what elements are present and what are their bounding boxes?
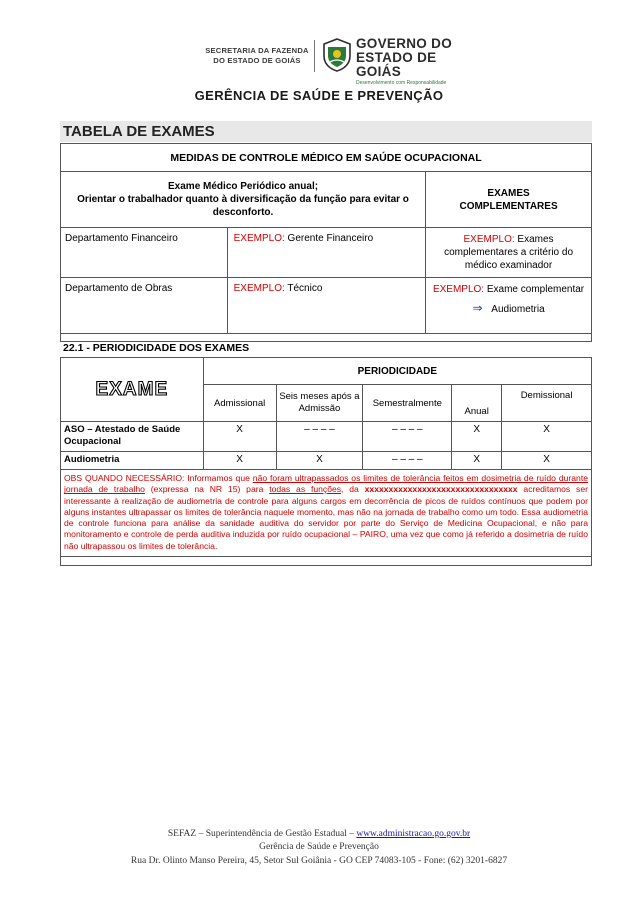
value-cell: X [276,452,363,470]
department-cell: Departamento de Obras [61,278,228,334]
complementary-exams-header: EXAMES COMPLEMENTARES [426,172,592,228]
gov-logo-line1: GOVERNO DO [356,36,453,51]
section-title: 22.1 - PERIODICIDADE DOS EXAMES [63,342,250,354]
value-cell: X [502,452,592,470]
footer-line1 [0,829,638,839]
table-row [61,422,592,452]
bullet-item [430,302,587,316]
page-heading: GERÊNCIA DE SAÚDE E PREVENÇÃO [194,88,444,103]
sefaz-logo-line1: SECRETARIA DA FAZENDA [205,46,309,55]
periodic-exam-cell [61,172,426,228]
governo-goias-logo [356,37,476,86]
exam-measures-table [60,143,592,342]
sefaz-logo [204,46,310,66]
periodicity-header: PERIODICIDADE [203,358,591,385]
value-cell: X [452,452,502,470]
sefaz-logo-line2: DO ESTADO DE GOIÁS [213,56,301,65]
col-semestral: Semestralmente [363,385,452,422]
department-cell: Departamento Financeiro [61,228,228,278]
col-anual: Anual [452,385,502,422]
col-six-months: Seis meses após a Admissão [276,385,363,422]
table-row [61,452,592,470]
value-cell: – – – – [363,422,452,452]
periodic-exam-line2: Orientar o trabalhador quanto à diversificação da função para evitar o desconforto. [77,194,409,218]
comp-prefix: EXEMPLO: [463,234,515,245]
footer-address: Rua Dr. Olinto Manso Pereira, 45, Setor Sul Goiânia - GO CEP 74083-105 - Fone: (62) 3201-6827 [130,856,508,866]
obs-text-2: (expressa na NR 15) para [144,484,270,495]
exam-label-cell [61,358,204,422]
measures-header: MEDIDAS DE CONTROLE MÉDICO EM SAÚDE OCUPACIONAL [61,144,592,172]
exam-name: ASO – Atestado de Saúde Ocupacional [61,422,204,452]
periodicity-table [60,357,592,566]
comp-value: Exame complementar [484,284,585,295]
complementary-cell [426,228,592,278]
comp-value: Exames complementares a critério do médico examinador [444,234,574,271]
example-value: Técnico [284,283,323,294]
obs-text-3: , da [341,484,365,495]
table-row [61,278,592,334]
value-cell: – – – – [363,452,452,470]
obs-bold: xxxxxxxxxxxxxxxxxxxxxxxxxxxxxxxx [364,484,518,495]
exam-name: Audiometria [61,452,204,470]
value-cell: – – – – [276,422,363,452]
obs-text-4: acreditamos ser interessante à realização de audiometria de controle para alguns cargos em decorrência de picos de ruídos contínuos que podem por alguns instantes ultrapassar os limites de tolerância naquele momento, mas não na jornada de trabalho como um todo. Essa audiometria de controle funciona para análise da sanidade auditiva do servidor por parte do Serviço de Medicina Ocupacional, e não para monitoramento e controle de perda auditiva induzida por ruído ocupacional – PAIRO, uma vez que como já referido a dosimetria de ruído não ultrapassou os limites de tolerância. [64,484,588,551]
col-demissional: Demissional [502,385,592,422]
footer-link[interactable]: www.administracao.go.gov.br [356,829,471,839]
bullet-value: Audiometria [491,304,545,315]
obs-underline-2: todas as funções [269,484,342,495]
logo-divider [314,40,315,72]
value-cell: X [452,422,502,452]
obs-text-1: OBS QUANDO NECESSÁRIO: Informamos que [64,473,253,483]
observation-note [61,470,592,557]
exam-label: EXAME [95,378,169,400]
gov-logo-tagline: Desenvolvimento com Responsabilidade [356,80,447,86]
table-title: TABELA DE EXAMES [63,123,215,140]
example-prefix: EXEMPLO: [233,233,285,244]
role-example-cell [227,228,425,278]
spacer-row [61,334,592,342]
goias-crest-icon [322,38,352,72]
value-cell: X [203,452,276,470]
col-admissional: Admissional [203,385,276,422]
complementary-cell [426,278,592,334]
role-example-cell [227,278,425,334]
footer-line2: Gerência de Saúde e Prevenção [259,842,379,852]
table-row [61,228,592,278]
periodic-exam-line1: Exame Médico Periódico anual; [168,181,319,192]
example-value: Gerente Financeiro [284,233,374,244]
footer-org: SEFAZ – Superintendência de Gestão Estadual – [167,829,357,839]
example-prefix: EXEMPLO: [233,283,285,294]
obs-underline-1: não foram ultrapassados os limites de tolerância feitos em dosimetria de ruído durante jornada de trabalho [64,473,588,495]
gov-logo-line2: ESTADO DE GOIÁS [356,50,437,79]
value-cell: X [502,422,592,452]
double-arrow-icon: ⇒ [472,301,483,315]
comp-prefix: EXEMPLO: [432,284,485,295]
spacer-row [61,557,592,566]
value-cell: X [203,422,276,452]
table-title-bar [60,121,592,142]
